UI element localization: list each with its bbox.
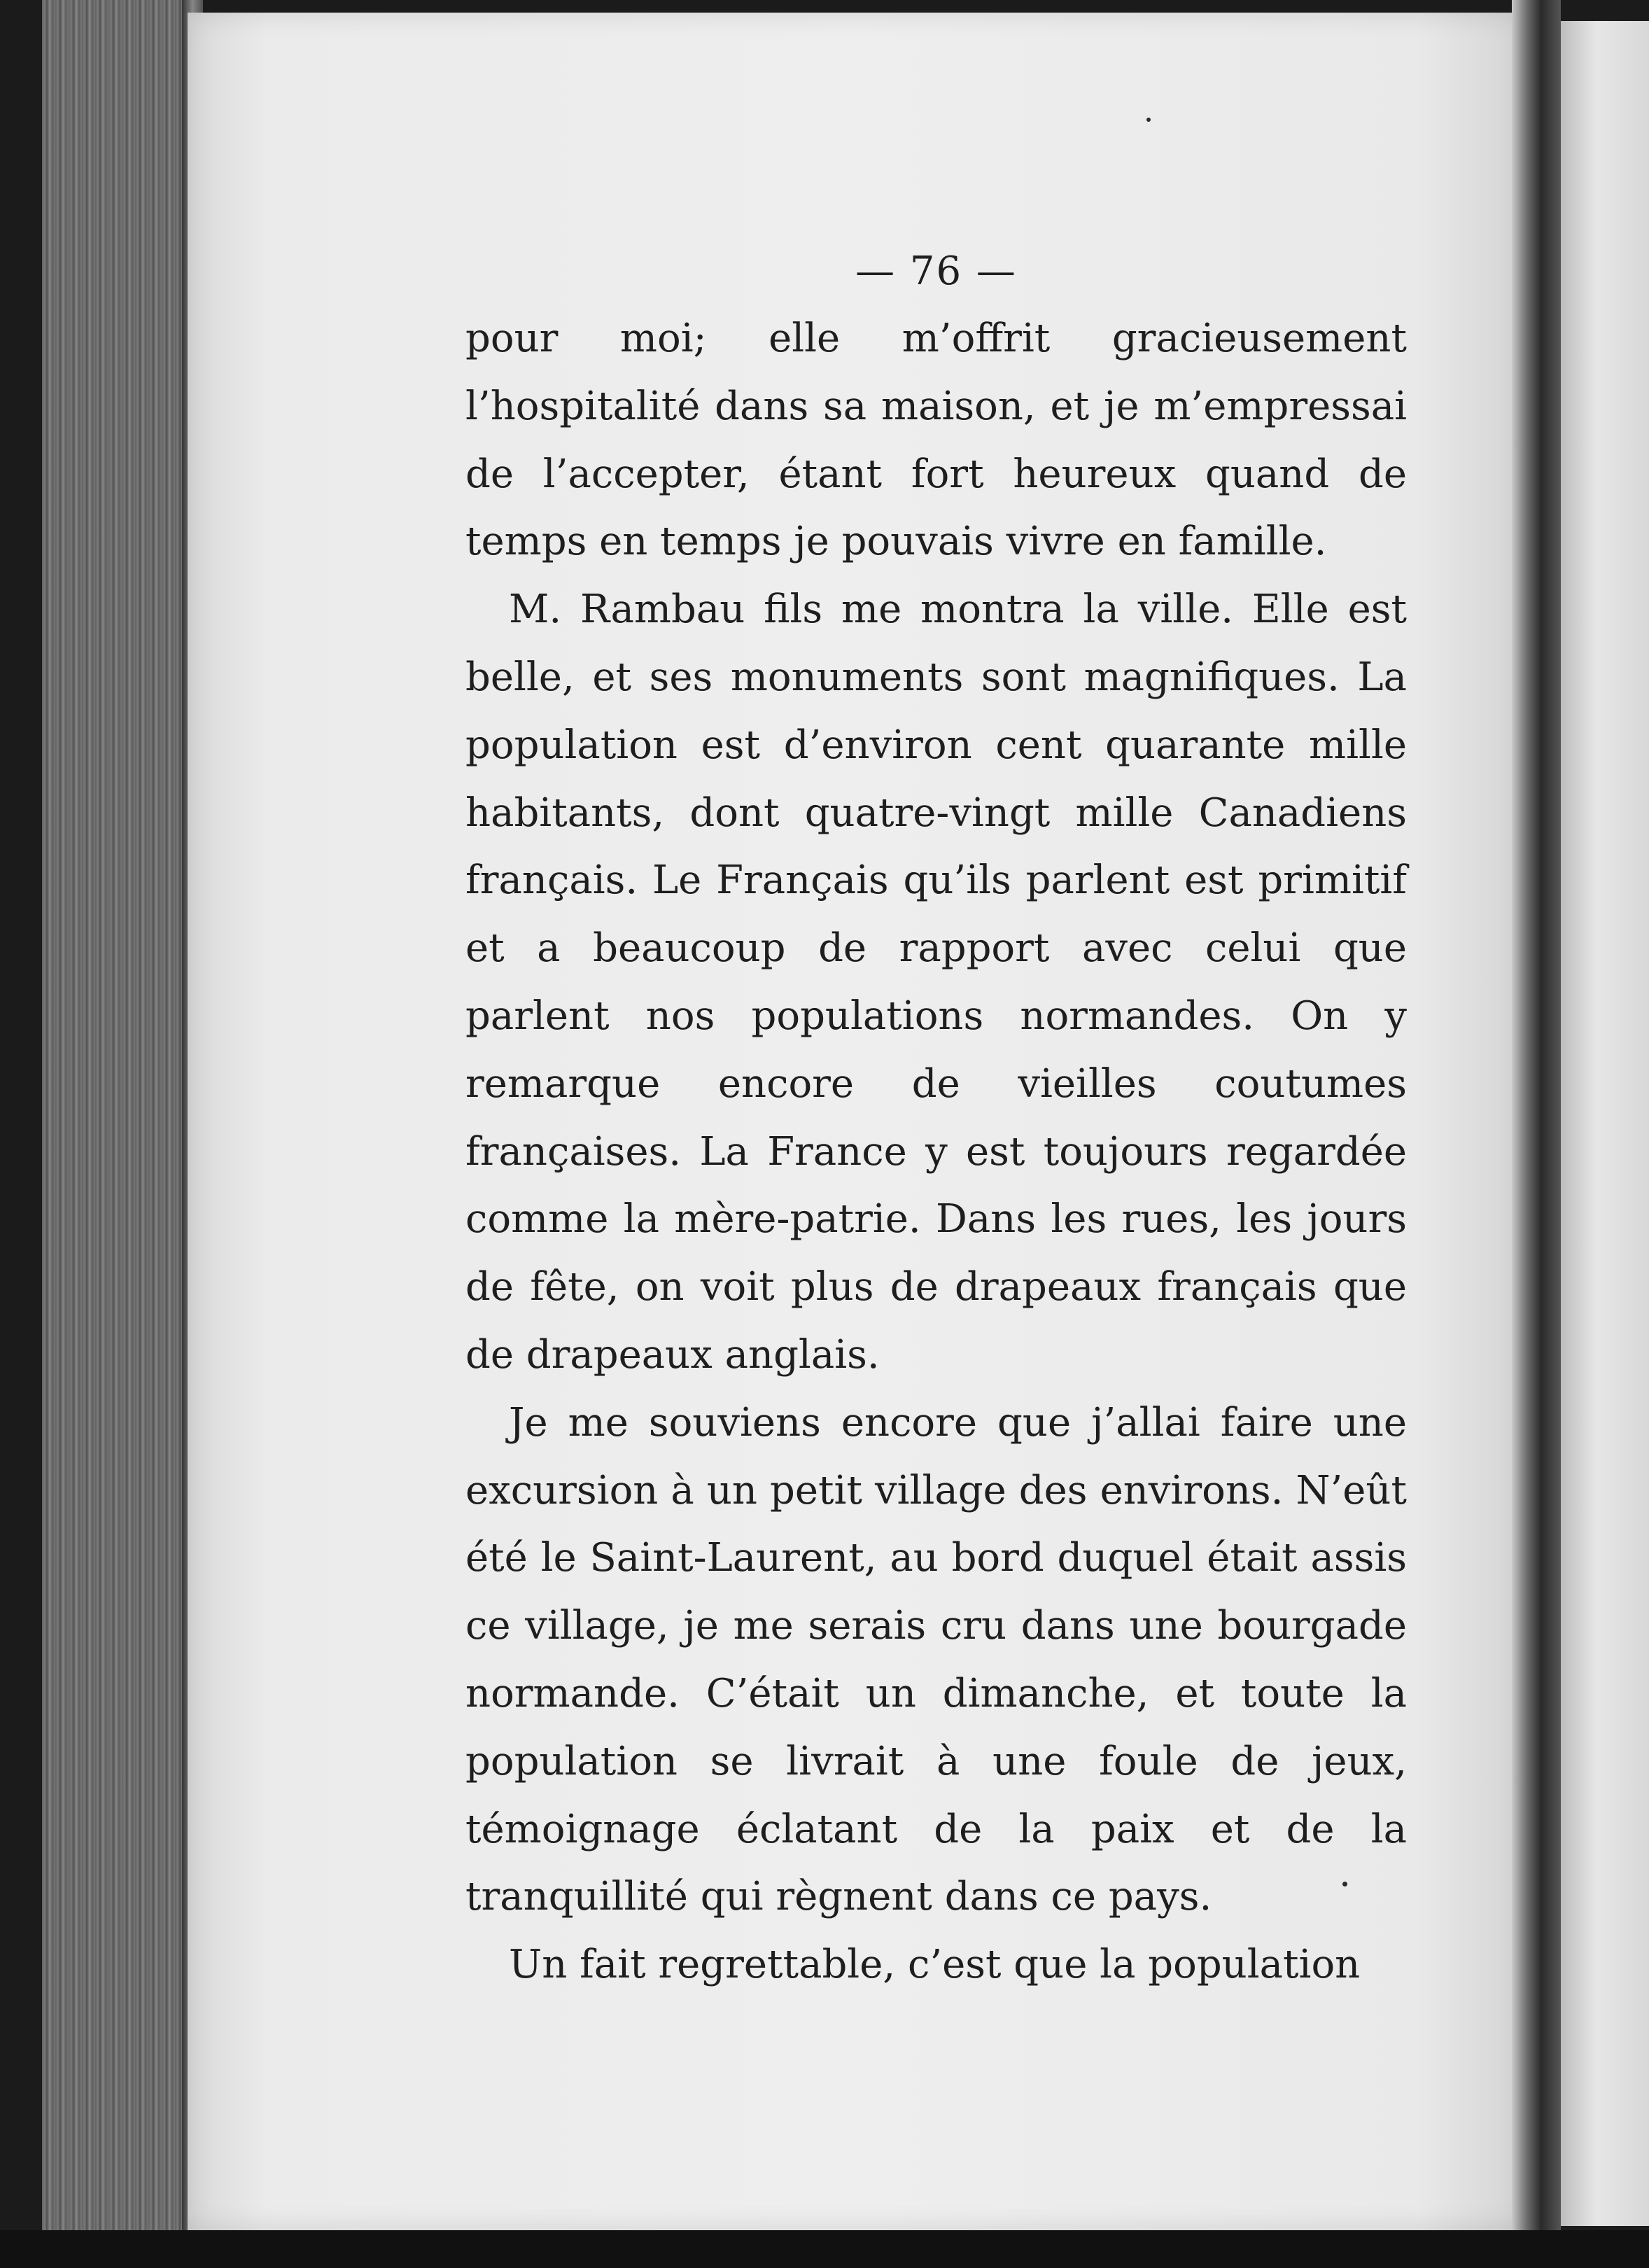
- paragraph-1: pour moi; elle m’offrit gracieusement l’hospitalité dans sa maison, et je m’empressai de l’accepter, étant fort heureux quand de temps en temps je pouvais vivre en famille.: [465, 316, 1407, 565]
- paragraph-4: Un fait regrettable, c’est que la population: [509, 1942, 1361, 1988]
- scan-border: [0, 2230, 1649, 2268]
- book-page-edges: [42, 0, 196, 2268]
- paragraph-2: M. Rambau fils me montra la ville. Elle est belle, et ses monuments sont magnifiques. La population est d’environ cent quarante mille habitants, dont quatre-vingt mille Canadiens français. Le Français qu’ils parlent est primitif et a beaucoup de rapport avec celui que parlent nos populations normandes. On y remarque encore de vieilles coutumes françaises. La France y est toujours regardée comme la mère-patrie. Dans les rues, les jours de fête, on voit plus de drapeaux français que de drapeaux anglais.: [465, 587, 1407, 1378]
- book-gutter: [1512, 0, 1561, 2268]
- paragraph-3: Je me souviens encore que j’allai faire une excursion à un petit village des environs. N’eût été le Saint-Laurent, au bord duquel était assis ce village, je me serais cru dans une bourgade normande. C’était un dimanche, et toute la population se livrait à une foule de jeux, témoignage éclatant de la paix et de la tranquillité qui règnent dans ce pays.: [465, 1399, 1407, 1920]
- page-number: — 76 —: [855, 248, 1017, 294]
- paper-speck: [1146, 118, 1151, 122]
- page-text: [465, 238, 1407, 1999]
- next-page-edge: [1561, 21, 1649, 2226]
